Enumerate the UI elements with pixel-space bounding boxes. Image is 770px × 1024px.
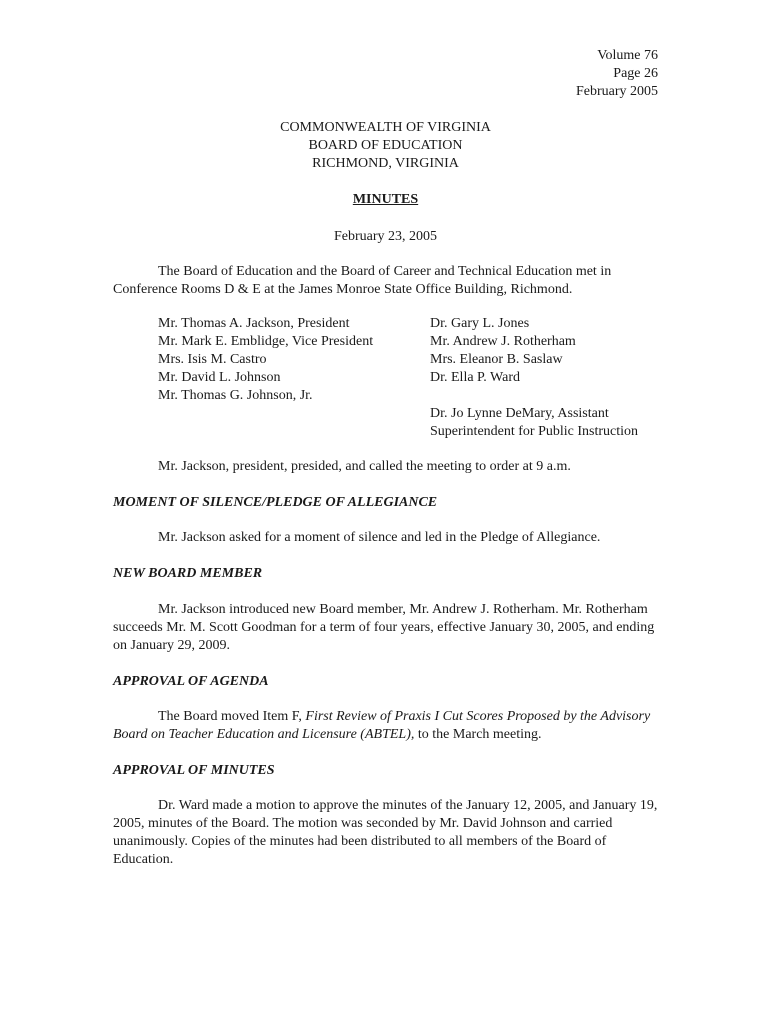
attendee: Mrs. Isis M. Castro xyxy=(158,352,267,367)
document-title: MINUTES xyxy=(352,192,419,207)
section-heading-agenda: APPROVAL OF AGENDA xyxy=(113,674,269,689)
call-to-order-paragraph: Mr. Jackson, president, presided, and called the meeting to order at 9 a.m. xyxy=(158,459,571,474)
attendee-column-left xyxy=(158,315,428,405)
attendee: Mr. Andrew J. Rotherham xyxy=(430,334,576,349)
agenda-text-start: The Board moved Item F, xyxy=(158,709,306,724)
attendee-column-right xyxy=(430,315,670,441)
attendee: Dr. Gary L. Jones xyxy=(430,316,530,331)
attendee: Mrs. Eleanor B. Saslaw xyxy=(430,352,563,367)
minutes-paragraph: Dr. Ward made a motion to approve the minutes of the January 12, 2005, and January 19, 2005, minutes of the Board. The motion was seconded by Mr. David Johnson and carried unanimously. Copies of the minutes had been distributed to all members of the Board of Education. xyxy=(113,798,658,867)
section-heading-new-member: NEW BOARD MEMBER xyxy=(113,566,263,581)
agency-line-2: BOARD OF EDUCATION xyxy=(308,138,463,153)
agency-block xyxy=(113,119,658,173)
attendee: Mr. David L. Johnson xyxy=(158,370,281,385)
meeting-date: February 23, 2005 xyxy=(333,229,438,244)
section-heading-silence: MOMENT OF SILENCE/PLEDGE OF ALLEGIANCE xyxy=(113,495,438,510)
attendee: Mr. Thomas A. Jackson, President xyxy=(158,316,350,331)
document-header-meta xyxy=(576,47,658,101)
agency-line-3: RICHMOND, VIRGINIA xyxy=(312,156,459,171)
volume-label: Volume 76 xyxy=(597,48,658,63)
agenda-item-title: First Review of Praxis I Cut Scores Proposed by the Advisory Board on Teacher Education and Licensure (ABTEL), xyxy=(113,709,651,742)
superintendent-line-2: Superintendent for Public Instruction xyxy=(430,424,639,439)
new-member-paragraph: Mr. Jackson introduced new Board member, Mr. Andrew J. Rotherham. Mr. Rotherham succeeds Mr. M. Scott Goodman for a term of four years, effective January 30, 2005, and ending on January 29, 2009. xyxy=(113,602,655,653)
agenda-text-end: to the March meeting. xyxy=(414,727,542,742)
attendee: Mr. Mark E. Emblidge, Vice President xyxy=(158,334,374,349)
page-number: Page 26 xyxy=(613,66,658,81)
silence-paragraph: Mr. Jackson asked for a moment of silence and led in the Pledge of Allegiance. xyxy=(158,530,601,545)
superintendent-line-1: Dr. Jo Lynne DeMary, Assistant xyxy=(430,406,609,421)
agency-line-1: COMMONWEALTH OF VIRGINIA xyxy=(280,120,491,135)
issue-date: February 2005 xyxy=(575,84,658,99)
section-heading-minutes: APPROVAL OF MINUTES xyxy=(113,763,275,778)
intro-paragraph: The Board of Education and the Board of Career and Technical Education met in Conference Rooms D & E at the James Monroe State Office Building, Richmond. xyxy=(113,264,612,297)
attendee: Mr. Thomas G. Johnson, Jr. xyxy=(158,388,313,403)
agenda-paragraph xyxy=(113,708,658,744)
spacer xyxy=(430,387,670,405)
document-page xyxy=(113,0,658,1024)
attendee: Dr. Ella P. Ward xyxy=(430,370,520,385)
